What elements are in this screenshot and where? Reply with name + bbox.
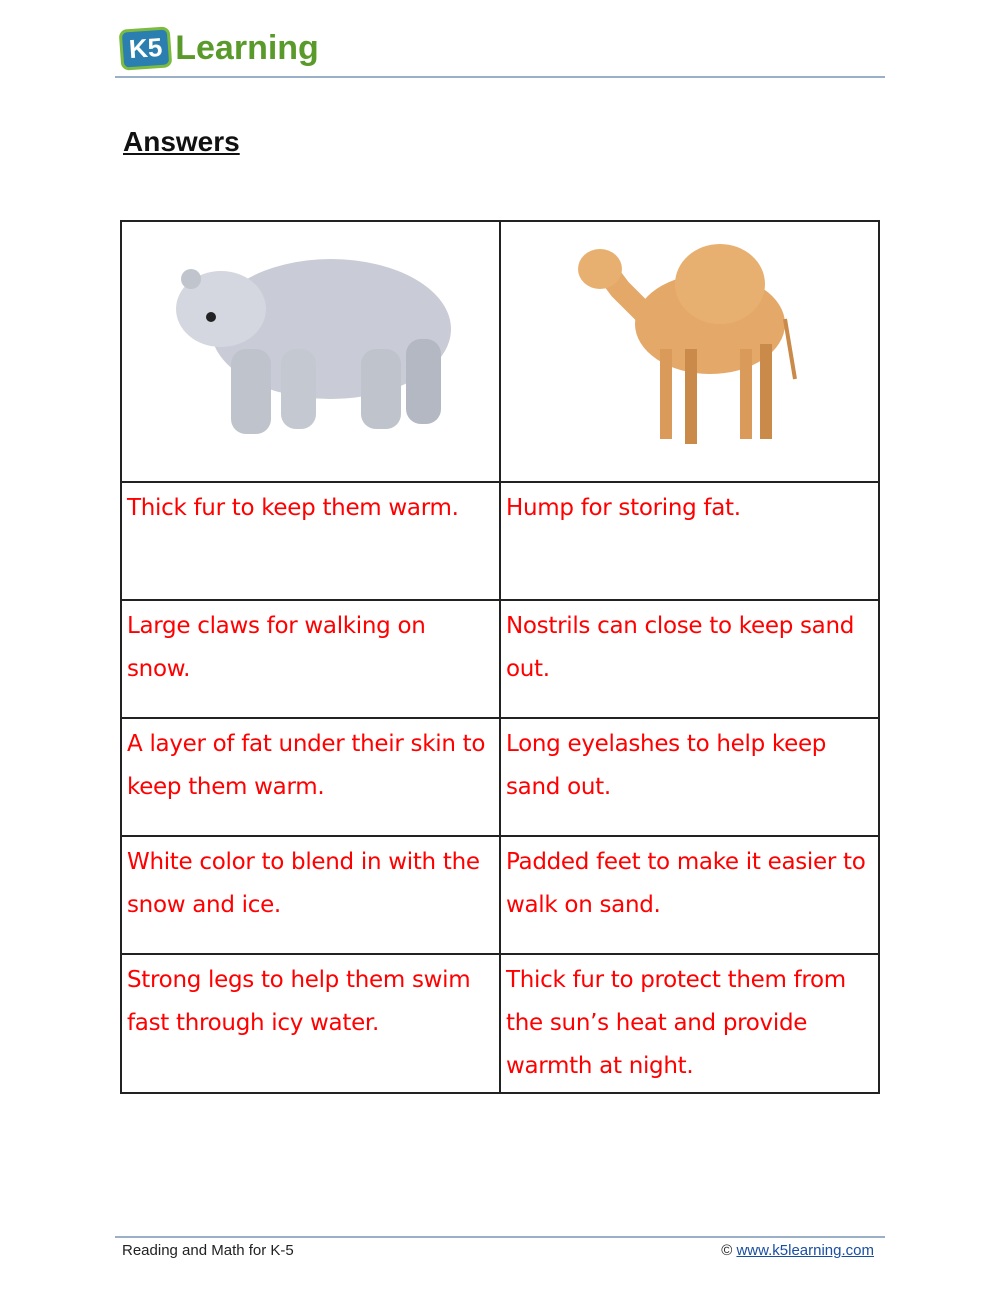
footer-link-area xyxy=(721,1242,874,1259)
table-row xyxy=(121,836,879,954)
camel-image xyxy=(500,221,879,482)
table-row xyxy=(121,600,879,718)
footer-tagline: Reading and Math for K-5 xyxy=(122,1242,294,1259)
header-divider xyxy=(115,76,885,78)
page-title: Answers xyxy=(123,126,240,157)
polar-bear-image xyxy=(121,221,500,482)
camel-answer: Nostrils can close to keep sand out. xyxy=(500,600,879,718)
copyright-symbol: © xyxy=(721,1242,733,1259)
table-row xyxy=(121,482,879,600)
camel-answer: Padded feet to make it easier to walk on sand. xyxy=(500,836,879,954)
answers-table xyxy=(120,220,880,1094)
k5-learning-logo: K5 Learning xyxy=(120,22,319,74)
bear-answer: White color to blend in with the snow and ice. xyxy=(121,836,500,954)
camel-answer: Thick fur to protect them from the sun’s heat and provide warmth at night. xyxy=(500,954,879,1093)
bear-answer: Thick fur to keep them warm. xyxy=(121,482,500,600)
website-link[interactable]: www.k5learning.com xyxy=(736,1242,874,1259)
camel-answer: Long eyelashes to help keep sand out. xyxy=(500,718,879,836)
bear-answer: Strong legs to help them swim fast through icy water. xyxy=(121,954,500,1093)
table-row xyxy=(121,718,879,836)
footer-divider xyxy=(115,1236,885,1238)
table-row xyxy=(121,954,879,1093)
camel-answer: Hump for storing fat. xyxy=(500,482,879,600)
bear-answer: Large claws for walking on snow. xyxy=(121,600,500,718)
bear-answer: A layer of fat under their skin to keep them warm. xyxy=(121,718,500,836)
